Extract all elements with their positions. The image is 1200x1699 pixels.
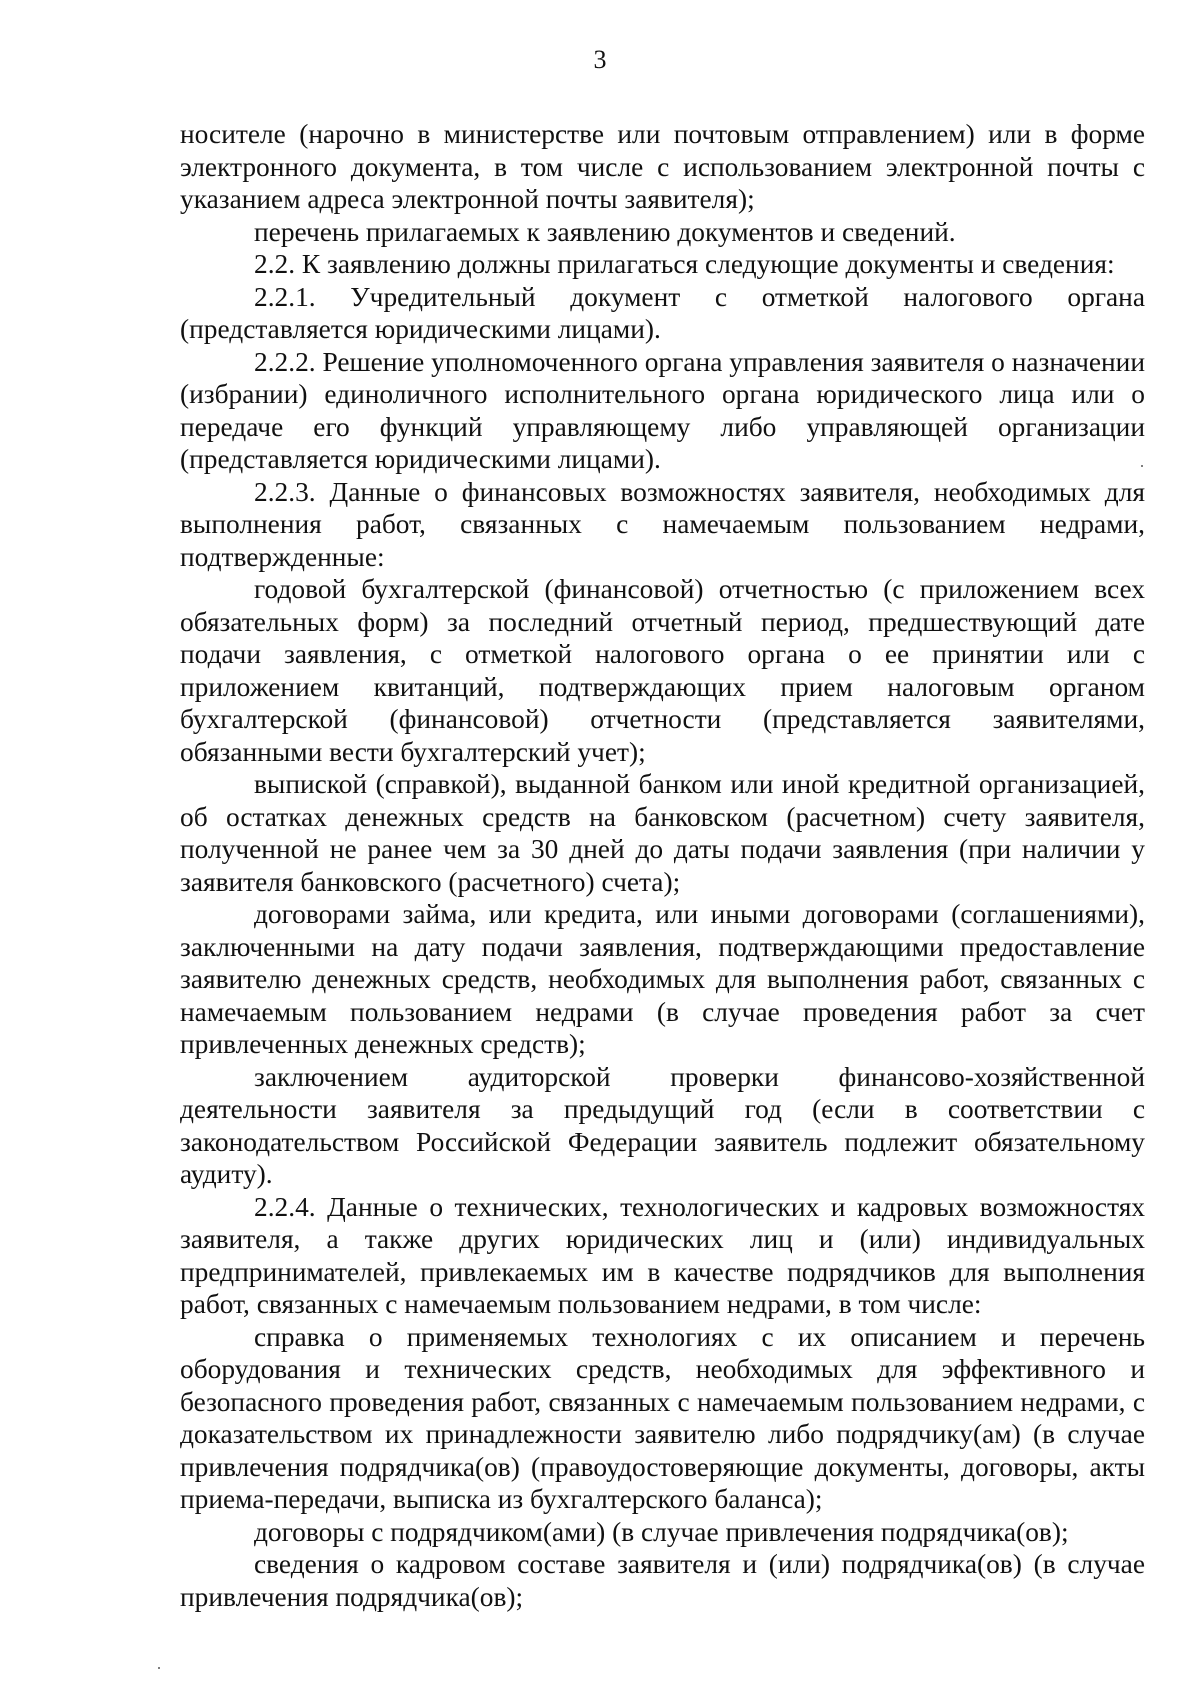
paragraph-2-2-1: 2.2.1. Учредительный документ с отметкой налогового органа (представляется юридическими лицами).	[180, 281, 1145, 344]
paragraph-documents-list: перечень прилагаемых к заявлению документов и сведений.	[254, 216, 956, 247]
scan-speck	[158, 1667, 160, 1669]
page-number: 3	[593, 45, 607, 74]
paragraph-technology-reference: справка о применяемых технологиях с их описанием и перечень оборудования и технических средств, необходимых для эффективного и безопасного проведения работ, связанных с намечаемым пользованием недрами, с доказательством их принадлежности заявителю либо подрядчику(ам) (в случае привлечения подрядчика(ов) (правоудостоверяющие документы, договоры, акты приема-передачи, выписка из бухгалтерского баланса);	[180, 1321, 1145, 1514]
paragraph-2-2-2: 2.2.2. Решение уполномоченного органа управления заявителя о назначении (избрании) единоличного исполнительного органа юридического лица или о передаче его функций управляющему либо управляющей организации (представляется юридическими лицами).	[180, 346, 1145, 474]
paragraph-bank-statement: выпиской (справкой), выданной банком или иной кредитной организацией, об остатках денежных средств на банковском (расчетном) счету заявителя, полученной не ранее чем за 30 дней до даты подачи заявления (при наличии у заявителя банковского (расчетного) счета);	[180, 769, 1145, 897]
paragraph-annual-accounting: годовой бухгалтерской (финансовой) отчетностью (с приложением всех обязательных форм) за последний отчетный период, предшествующий дате подачи заявления, с отметкой налогового органа о ее принятии или с приложением квитанций, подтверждающих прием налоговым органом бухгалтерской (финансовой) отчетности (представляется заявителями, обязанными вести бухгалтерский учет);	[180, 574, 1145, 767]
paragraph-staff-information: сведения о кадровом составе заявителя и (или) подрядчика(ов) (в случае привлечения подрядчика(ов);	[180, 1549, 1145, 1612]
paragraph-contractor-agreements: договоры с подрядчиком(ами) (в случае привлечения подрядчика(ов);	[254, 1516, 1069, 1547]
document-body	[180, 118, 1145, 1613]
paragraph-2-2: 2.2. К заявлению должны прилагаться следующие документы и сведения:	[254, 249, 1115, 279]
paragraph-2-2-3: 2.2.3. Данные о финансовых возможностях заявителя, необходимых для выполнения работ, связанных с намечаемым пользованием недрами, подтвержденные:	[180, 476, 1145, 572]
paragraph-audit-conclusion: заключением аудиторской проверки финансово-хозяйственной деятельности заявителя за предыдущий год (если в соответствии с законодательством Российской Федерации заявитель подлежит обязательному аудиту).	[180, 1061, 1145, 1189]
paragraph-2-2-4: 2.2.4. Данные о технических, технологических и кадровых возможностях заявителя, а также других юридических лиц и (или) индивидуальных предпринимателей, привлекаемых им в качестве подрядчиков для выполнения работ, связанных с намечаемым пользованием недрами, в том числе:	[180, 1191, 1145, 1319]
paragraph-loan-agreements: договорами займа, или кредита, или иными договорами (соглашениями), заключенными на дату подачи заявления, подтверждающими предоставление заявителю денежных средств, необходимых для выполнения работ, связанных с намечаемым пользованием недрами (в случае проведения работ за счет привлеченных денежных средств);	[180, 899, 1145, 1059]
scan-speck	[1141, 465, 1143, 467]
paragraph-continuation: носителе (нарочно в министерстве или почтовым отправлением) или в форме электронного документа, в том числе с использованием электронной почты с указанием адреса электронной почты заявителя);	[180, 119, 1145, 214]
